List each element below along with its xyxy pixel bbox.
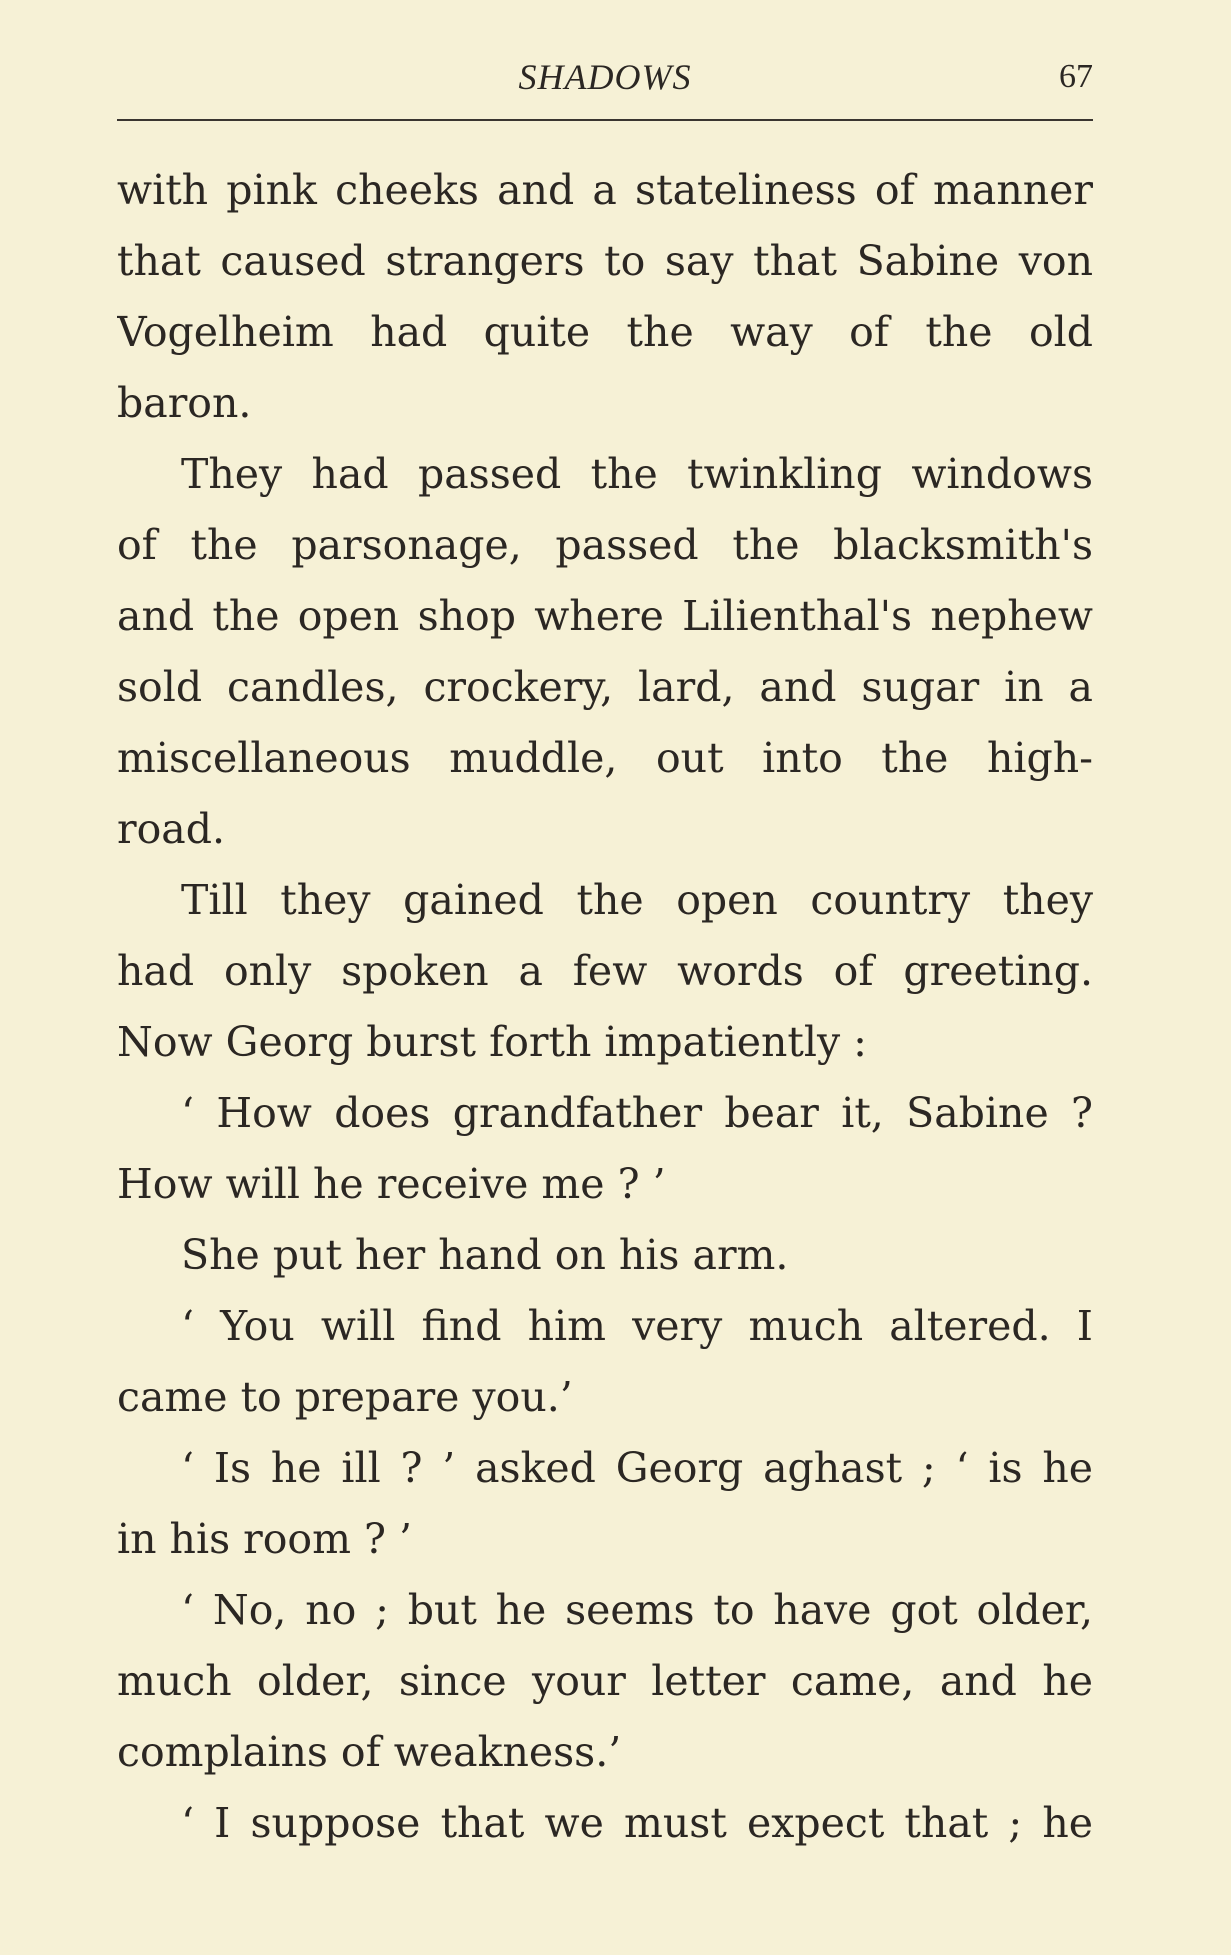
text-line: in his room ? ’ xyxy=(117,1515,413,1563)
text-line: with pink cheeks and a stateliness of manner xyxy=(117,166,1093,214)
text-line: ‘ You will find him very much altered. I xyxy=(181,1302,1093,1350)
text-line: How will he receive me ? ’ xyxy=(117,1160,666,1208)
text-line: Till they gained the open country they xyxy=(181,876,1093,924)
text-line: baron. xyxy=(117,379,252,427)
running-title: SHADOWS xyxy=(518,57,692,97)
text-line: Now Georg burst forth impatiently : xyxy=(117,1018,867,1066)
page-number: 67 xyxy=(1059,58,1093,95)
text-line: ‘ No, no ; but he seems to have got older, xyxy=(181,1586,1093,1634)
running-head xyxy=(117,52,1093,102)
text-line: and the open shop where Lilienthal's nephew xyxy=(117,592,1093,640)
text-line: miscellaneous muddle, out into the high- xyxy=(117,734,1093,782)
text-line: ‘ I suppose that we must expect that ; he xyxy=(181,1799,1093,1847)
text-line: She put her hand on his arm. xyxy=(181,1231,789,1279)
text-line: that caused strangers to say that Sabine von xyxy=(117,237,1093,285)
text-line: They had passed the twinkling windows xyxy=(181,450,1093,498)
text-line: ‘ Is he ill ? ’ asked Georg aghast ; ‘ is he xyxy=(181,1444,1093,1492)
body-text xyxy=(117,155,1093,1859)
text-line: came to prepare you.’ xyxy=(117,1373,573,1421)
text-line: road. xyxy=(117,805,226,853)
text-line: much older, since your letter came, and he xyxy=(117,1657,1093,1705)
text-line: of the parsonage, passed the blacksmith's xyxy=(117,521,1093,569)
text-line: had only spoken a few words of greeting. xyxy=(117,947,1093,995)
text-line: ‘ How does grandfather bear it, Sabine ? xyxy=(181,1089,1093,1137)
text-line: complains of weakness.’ xyxy=(117,1728,622,1776)
header-rule xyxy=(117,119,1093,121)
text-line: sold candles, crockery, lard, and sugar in a xyxy=(117,663,1093,711)
text-line: Vogelheim had quite the way of the old xyxy=(117,308,1093,356)
